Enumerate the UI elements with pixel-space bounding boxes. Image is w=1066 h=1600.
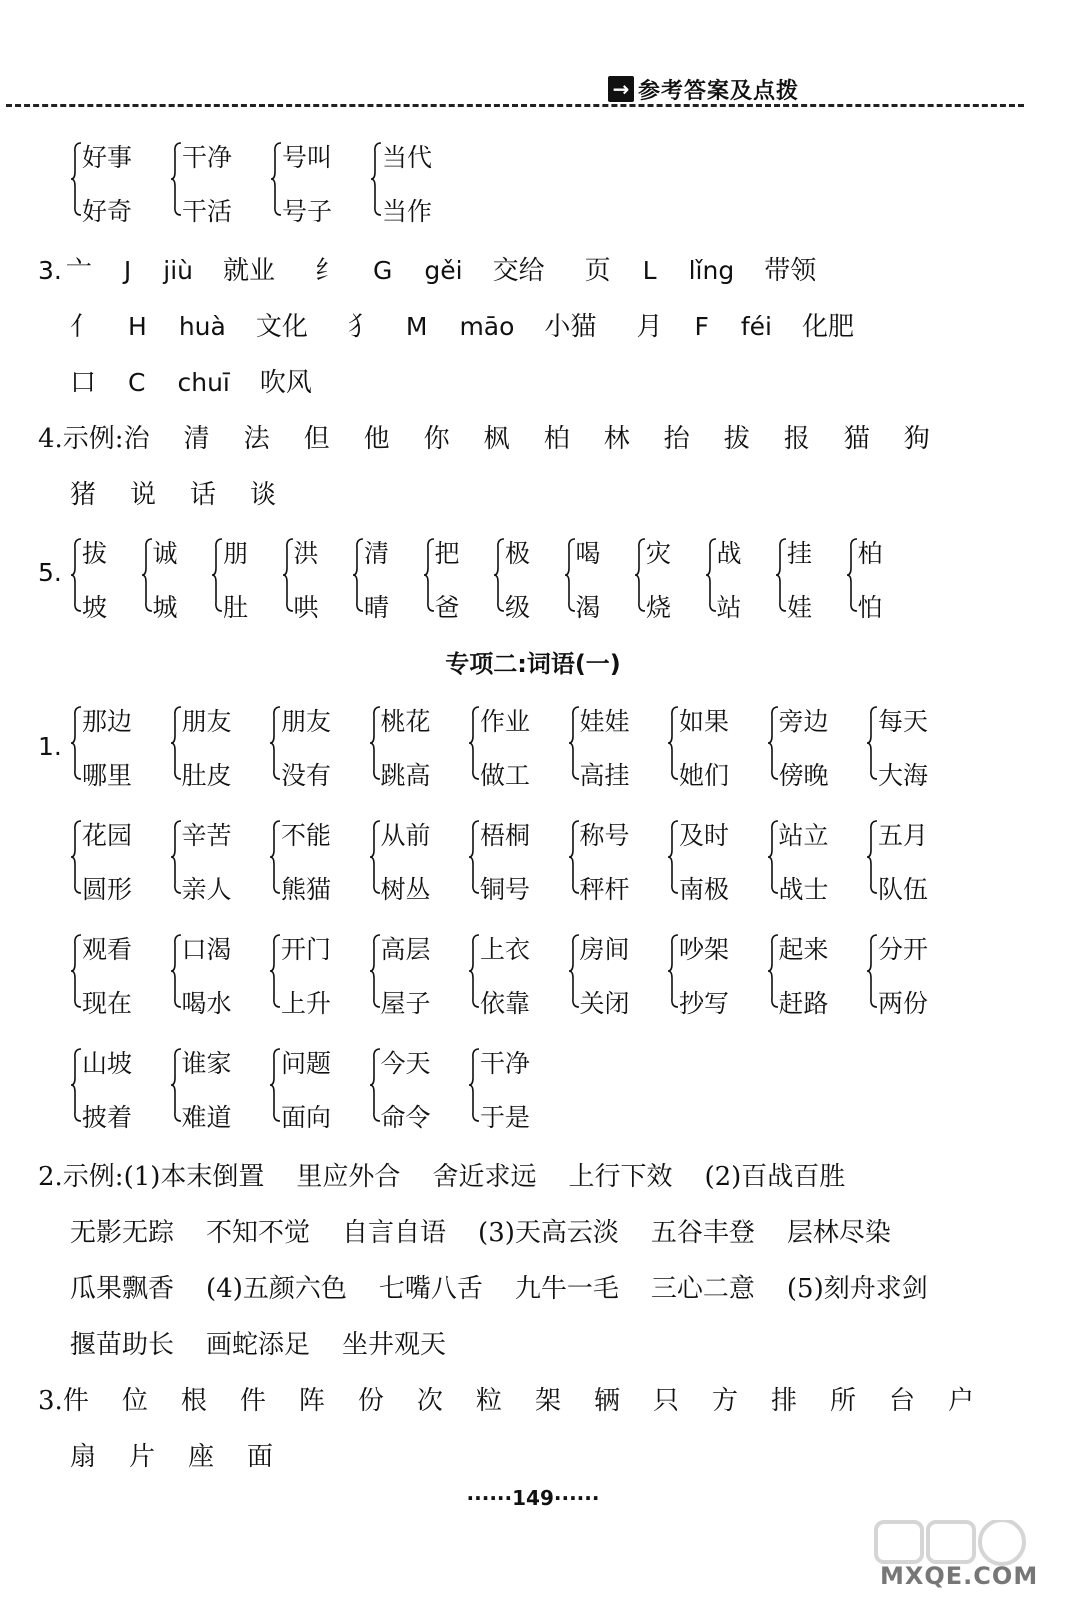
word-bottom: 圆形 <box>82 875 133 904</box>
character: 治 <box>123 424 150 454</box>
radical: 亠 <box>65 256 92 286</box>
word-bottom: 两份 <box>878 989 929 1018</box>
word-pair <box>70 930 170 1018</box>
word-pair <box>269 702 369 790</box>
word-top: 花园 <box>82 821 133 850</box>
word-bottom: 干活 <box>182 197 233 226</box>
section2-question-2-label: 2.示例: <box>38 1162 124 1192</box>
word-bottom: 熊猫 <box>281 875 332 904</box>
word-bottom: 坡 <box>82 593 108 622</box>
word-pair <box>269 816 369 904</box>
measure-word: 阵 <box>298 1386 325 1416</box>
word-top: 上衣 <box>480 935 531 964</box>
section2-question-3-line-1 <box>38 1380 1007 1417</box>
word-bottom: 喝水 <box>181 989 232 1018</box>
word-top: 战 <box>716 539 742 568</box>
word-bottom: 娃 <box>787 593 813 622</box>
word-top: 清 <box>364 539 390 568</box>
character: 抬 <box>663 424 690 454</box>
word-top: 开门 <box>281 935 332 964</box>
measure-word: 根 <box>180 1386 207 1416</box>
brace-icon <box>423 538 435 612</box>
word-top: 起来 <box>778 935 829 964</box>
brace-icon <box>775 538 787 612</box>
brace-icon <box>70 820 82 894</box>
idiom: 自言自语 <box>342 1218 447 1248</box>
word-bottom: 披着 <box>82 1103 133 1132</box>
question-5-label: 5. <box>38 558 62 587</box>
radical: 犭 <box>347 312 374 342</box>
word-top: 梧桐 <box>480 821 531 850</box>
page-header <box>0 70 1066 110</box>
page-number <box>0 1486 1066 1510</box>
character: 谈 <box>250 480 277 510</box>
idiom: 九牛一毛 <box>514 1274 619 1304</box>
brace-icon <box>70 142 82 216</box>
brace-icon <box>70 538 82 612</box>
word-bottom: 级 <box>505 593 531 622</box>
word-pair <box>468 816 568 904</box>
word-top: 不能 <box>281 821 332 850</box>
character: 你 <box>423 424 450 454</box>
word-pair <box>370 138 470 226</box>
character: 话 <box>190 480 217 510</box>
word-pair <box>170 702 270 790</box>
word-top: 号叫 <box>282 143 333 172</box>
character: 他 <box>363 424 390 454</box>
word-pair <box>568 816 668 904</box>
word-bottom: 当作 <box>382 197 433 226</box>
word-top: 分开 <box>878 935 929 964</box>
brace-icon <box>282 538 294 612</box>
brace-icon <box>468 934 480 1008</box>
word-bottom: 关闭 <box>579 989 630 1018</box>
header-divider <box>6 104 1024 107</box>
character: 说 <box>130 480 157 510</box>
word-pair <box>170 816 270 904</box>
brace-icon <box>767 934 779 1008</box>
word-bottom: 亲人 <box>181 875 232 904</box>
word-top: 娃娃 <box>579 707 630 736</box>
radical: 纟 <box>315 256 342 286</box>
brace-icon <box>270 142 282 216</box>
brace-icon <box>369 820 381 894</box>
word-bottom: 烧 <box>646 593 672 622</box>
word-bottom: 哪里 <box>82 761 133 790</box>
brace-icon <box>269 820 281 894</box>
brace-icon <box>369 1048 381 1122</box>
idiom: 七嘴八舌 <box>378 1274 483 1304</box>
brace-icon <box>170 934 182 1008</box>
brace-icon <box>269 934 281 1008</box>
word-top: 旁边 <box>778 707 829 736</box>
word-pair <box>667 816 767 904</box>
word-top: 朋友 <box>281 707 332 736</box>
brace-icon <box>170 706 182 780</box>
word-pair <box>269 930 369 1018</box>
word-bottom: 抄写 <box>679 989 730 1018</box>
character: 狗 <box>903 424 930 454</box>
measure-word: 件 <box>62 1386 89 1416</box>
word-top: 干净 <box>480 1049 531 1078</box>
idiom: 不知不觉 <box>206 1218 311 1248</box>
brace-icon <box>211 538 223 612</box>
brace-icon <box>866 706 878 780</box>
brace-icon <box>568 820 580 894</box>
word-pair <box>369 702 469 790</box>
measure-word: 面 <box>247 1442 274 1472</box>
word: 吹风 <box>259 368 312 398</box>
word-top: 把 <box>434 539 460 568</box>
question-4-line-1 <box>38 418 964 455</box>
word-top: 房间 <box>579 935 630 964</box>
character: 猫 <box>843 424 870 454</box>
pinyin: lǐng <box>688 256 735 285</box>
brace-icon <box>568 934 580 1008</box>
word-top: 五月 <box>878 821 929 850</box>
page-dots-left: ······ <box>466 1486 513 1510</box>
brace-icon <box>468 706 480 780</box>
idiom: (3)天高云淡 <box>478 1218 619 1248</box>
word-pair <box>866 816 966 904</box>
question-3-row <box>70 362 352 399</box>
word-bottom: 站 <box>716 593 742 622</box>
word-pair <box>568 930 668 1018</box>
brace-icon <box>667 706 679 780</box>
word-top: 那边 <box>82 707 133 736</box>
word-bottom: 怕 <box>857 593 883 622</box>
measure-word: 位 <box>121 1386 148 1416</box>
brace-icon <box>846 538 858 612</box>
word-top: 称号 <box>579 821 630 850</box>
pinyin: māo <box>459 312 515 341</box>
word-bottom: 队伍 <box>878 875 929 904</box>
word-top: 问题 <box>281 1049 332 1078</box>
question-4-line-2 <box>70 474 310 511</box>
measure-word: 扇 <box>70 1442 97 1472</box>
brace-icon <box>468 820 480 894</box>
question-4-chars <box>124 418 964 455</box>
word-top: 喝 <box>575 539 601 568</box>
word: 就业 <box>223 256 276 286</box>
word: 化肥 <box>801 312 854 342</box>
section2-question-1-label: 1. <box>38 732 62 761</box>
measure-word: 辆 <box>593 1386 620 1416</box>
section-title: 专项二:词语(一) <box>445 650 621 678</box>
word-pair <box>846 534 946 622</box>
word-top: 谁家 <box>181 1049 232 1078</box>
word-top: 如果 <box>679 707 730 736</box>
idiom: 坐井观天 <box>342 1330 447 1360</box>
brace-icon <box>564 538 576 612</box>
measure-word: 台 <box>889 1386 916 1416</box>
radical: 亻 <box>70 312 97 342</box>
word-bottom: 屋子 <box>380 989 431 1018</box>
question-3-row <box>70 306 894 343</box>
word-pair <box>468 1044 568 1132</box>
character: 法 <box>243 424 270 454</box>
word: 带领 <box>764 256 817 286</box>
arrow-icon: → <box>608 76 634 102</box>
word-top: 辛苦 <box>181 821 232 850</box>
word-bottom: 号子 <box>282 197 333 226</box>
word-pair <box>667 930 767 1018</box>
index-letter: J <box>123 256 132 285</box>
word-top: 口渴 <box>181 935 232 964</box>
character: 枫 <box>483 424 510 454</box>
question-4-label: 4.示例: <box>38 424 124 454</box>
character: 清 <box>183 424 210 454</box>
pinyin: chuī <box>177 368 230 397</box>
section2-question-3-label: 3. <box>38 1386 63 1416</box>
word-bottom: 于是 <box>480 1103 531 1132</box>
measure-word: 只 <box>652 1386 679 1416</box>
idiom: 瓜果飘香 <box>70 1274 175 1304</box>
page-number-value: 149 <box>512 1486 554 1510</box>
brace-icon <box>767 706 779 780</box>
word-top: 洪 <box>293 539 319 568</box>
word-pair <box>767 816 867 904</box>
word-bottom: 难道 <box>181 1103 232 1132</box>
word-top: 挂 <box>787 539 813 568</box>
word: 交给 <box>492 256 545 286</box>
brace-icon <box>170 1048 182 1122</box>
brace-icon <box>634 538 646 612</box>
word-bottom: 命令 <box>380 1103 431 1132</box>
word-top: 拔 <box>82 539 108 568</box>
word-pair <box>70 1044 170 1132</box>
word-bottom: 肚 <box>223 593 249 622</box>
idiom: (1)本末倒置 <box>123 1162 265 1192</box>
word-bottom: 哄 <box>293 593 319 622</box>
measure-word: 次 <box>416 1386 443 1416</box>
word-bottom: 大海 <box>878 761 929 790</box>
word-pair <box>269 1044 369 1132</box>
word-pair <box>170 138 270 226</box>
word-top: 诚 <box>152 539 178 568</box>
word-bottom: 晴 <box>364 593 390 622</box>
section2-question-3-line-2 <box>70 1436 306 1473</box>
word-top: 朋 <box>223 539 249 568</box>
idiom: (2)百战百胜 <box>704 1162 846 1192</box>
idiom-line <box>70 1324 478 1361</box>
word-pair <box>866 930 966 1018</box>
measure-word: 户 <box>948 1386 975 1416</box>
character: 拔 <box>723 424 750 454</box>
word-pair <box>568 702 668 790</box>
word-bottom: 南极 <box>679 875 730 904</box>
character: 柏 <box>543 424 570 454</box>
word-bottom: 好奇 <box>82 197 133 226</box>
idiom-line <box>70 1212 923 1249</box>
word-bottom: 爸 <box>434 593 460 622</box>
word-pair <box>70 138 170 226</box>
word-top: 吵架 <box>679 935 730 964</box>
brace-icon <box>70 706 82 780</box>
index-letter: F <box>694 312 709 341</box>
word-bottom: 现在 <box>82 989 133 1018</box>
brace-icon <box>667 934 679 1008</box>
idiom: 里应外合 <box>296 1162 401 1192</box>
idiom: 上行下效 <box>568 1162 673 1192</box>
word-pair <box>866 702 966 790</box>
measure-word: 粒 <box>475 1386 502 1416</box>
idiom: 揠苗助长 <box>70 1330 175 1360</box>
radical: 月 <box>636 312 663 342</box>
word-top: 桃花 <box>380 707 431 736</box>
brace-icon <box>170 820 182 894</box>
brace-icon <box>767 820 779 894</box>
index-letter: M <box>405 312 428 341</box>
character: 但 <box>303 424 330 454</box>
character: 报 <box>783 424 810 454</box>
brace-icon <box>568 706 580 780</box>
brace-icon <box>370 142 382 216</box>
brace-icon <box>369 706 381 780</box>
word-top: 好事 <box>82 143 133 172</box>
watermark-text: MXQE.COM <box>880 1562 1039 1590</box>
index-letter: L <box>642 256 657 285</box>
word-top: 当代 <box>382 143 433 172</box>
word-pair <box>170 1044 270 1132</box>
word-pair <box>767 702 867 790</box>
index-letter: H <box>128 312 147 341</box>
index-letter: C <box>128 368 146 397</box>
header-title: 参考答案及点拨 <box>638 79 800 104</box>
idiom: 三心二意 <box>650 1274 755 1304</box>
word-pair <box>369 930 469 1018</box>
word-bottom: 傍晚 <box>778 761 829 790</box>
brace-icon <box>269 1048 281 1122</box>
word-bottom: 依靠 <box>480 989 531 1018</box>
brace-icon <box>468 1048 480 1122</box>
brace-icon <box>70 1048 82 1122</box>
brace-icon <box>866 934 878 1008</box>
brace-icon <box>170 142 182 216</box>
word-bottom: 渴 <box>575 593 601 622</box>
word-bottom: 秤杆 <box>579 875 630 904</box>
word-pair <box>270 138 370 226</box>
measure-word: 片 <box>129 1442 156 1472</box>
idiom: (5)刻舟求剑 <box>786 1274 928 1304</box>
word-pair <box>468 930 568 1018</box>
idiom: (4)五颜六色 <box>206 1274 347 1304</box>
brace-icon <box>667 820 679 894</box>
word-pair <box>468 702 568 790</box>
character: 猪 <box>70 480 97 510</box>
idiom: 无影无踪 <box>70 1218 175 1248</box>
idiom-line <box>38 1156 877 1193</box>
brace-icon <box>70 934 82 1008</box>
pinyin: gěi <box>424 256 463 285</box>
word-top: 柏 <box>857 539 883 568</box>
character: 林 <box>603 424 630 454</box>
word-bottom: 肚皮 <box>181 761 232 790</box>
brace-icon <box>866 820 878 894</box>
word-top: 站立 <box>778 821 829 850</box>
brace-icon <box>493 538 505 612</box>
measure-word: 架 <box>534 1386 561 1416</box>
word-top: 今天 <box>380 1049 431 1078</box>
pinyin: jiù <box>163 256 193 285</box>
pinyin: féi <box>740 312 772 341</box>
measure-word: 排 <box>771 1386 798 1416</box>
word-bottom: 战士 <box>778 875 829 904</box>
brace-icon <box>141 538 153 612</box>
brace-icon <box>352 538 364 612</box>
measure-word: 座 <box>188 1442 215 1472</box>
word-bottom: 跳高 <box>380 761 431 790</box>
word-top: 高层 <box>380 935 431 964</box>
measure-word: 份 <box>357 1386 384 1416</box>
word-bottom: 城 <box>152 593 178 622</box>
page-dots-right: ······ <box>553 1486 600 1510</box>
word-bottom: 没有 <box>281 761 332 790</box>
word-top: 作业 <box>480 707 531 736</box>
measure-word: 件 <box>239 1386 266 1416</box>
word-top: 观看 <box>82 935 133 964</box>
brace-icon <box>705 538 717 612</box>
measure-words <box>63 1380 1007 1417</box>
word-pair <box>369 1044 469 1132</box>
word-pair <box>170 930 270 1018</box>
word-bottom: 做工 <box>480 761 531 790</box>
idiom: 画蛇添足 <box>206 1330 311 1360</box>
word-top: 山坡 <box>82 1049 133 1078</box>
pinyin: huà <box>178 312 226 341</box>
question-3-label: 3. <box>38 256 62 285</box>
index-letter: G <box>373 256 393 285</box>
word-top: 及时 <box>679 821 730 850</box>
idiom: 层林尽染 <box>786 1218 891 1248</box>
measure-word: 所 <box>830 1386 857 1416</box>
word-pair <box>667 702 767 790</box>
idiom-line <box>70 1268 960 1305</box>
word-bottom: 树丛 <box>380 875 431 904</box>
word-pair <box>767 930 867 1018</box>
word-pair <box>70 702 170 790</box>
radical: 页 <box>584 256 611 286</box>
measure-word: 方 <box>711 1386 738 1416</box>
word-top: 每天 <box>878 707 929 736</box>
word-bottom: 铜号 <box>480 875 531 904</box>
word-bottom: 赶路 <box>778 989 829 1018</box>
word-top: 朋友 <box>181 707 232 736</box>
word-bottom: 面向 <box>281 1103 332 1132</box>
idiom: 五谷丰登 <box>650 1218 755 1248</box>
word-top: 从前 <box>380 821 431 850</box>
word-bottom: 她们 <box>679 761 730 790</box>
word-top: 干净 <box>182 143 233 172</box>
idiom: 舍近求远 <box>432 1162 537 1192</box>
word: 文化 <box>255 312 308 342</box>
word-pair <box>70 816 170 904</box>
word-pair <box>369 816 469 904</box>
word-top: 灾 <box>646 539 672 568</box>
radical: 口 <box>70 368 97 398</box>
brace-icon <box>269 706 281 780</box>
brace-icon <box>369 934 381 1008</box>
word: 小猫 <box>544 312 597 342</box>
word-top: 极 <box>505 539 531 568</box>
question-3-row <box>38 250 856 287</box>
word-bottom: 上升 <box>281 989 332 1018</box>
word-bottom: 高挂 <box>579 761 630 790</box>
